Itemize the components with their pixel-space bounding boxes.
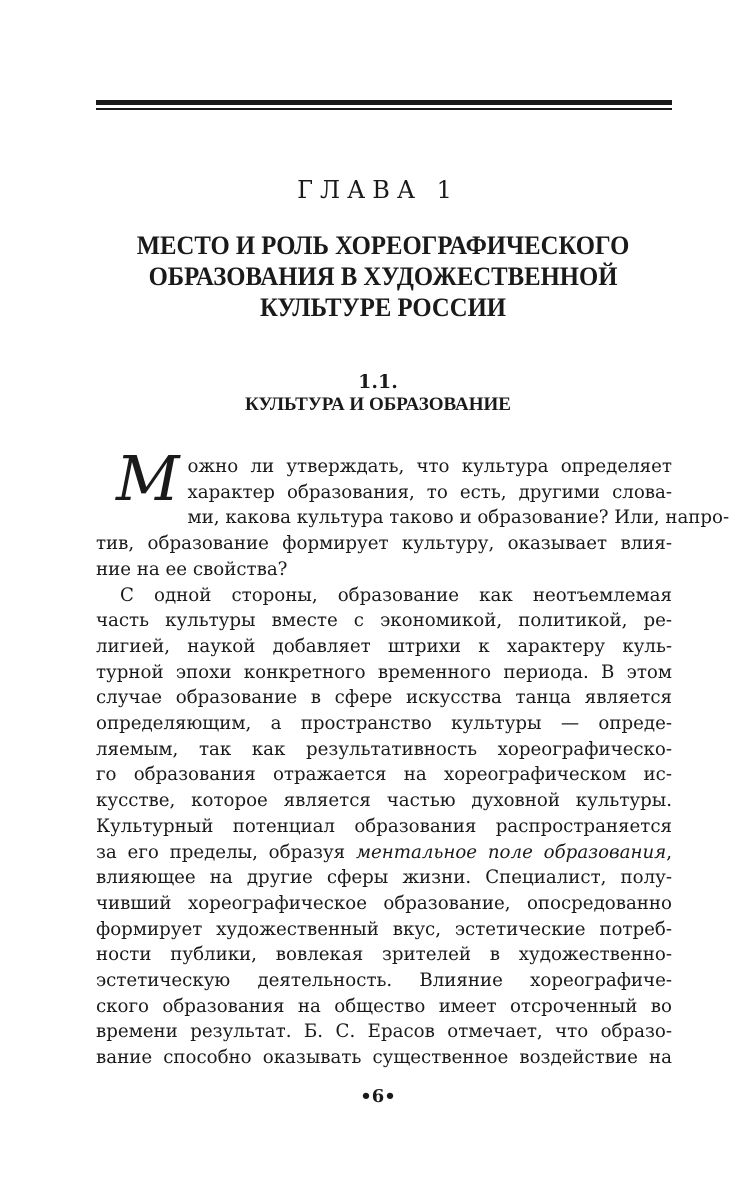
text-line: ми, какова культура таково и образование? Или, напро- [187, 507, 730, 529]
text-line: турной эпохи конкретного временного периода. В этом [96, 661, 672, 683]
drop-cap: М [116, 442, 180, 515]
text-line: формирует художественный вкус, эстетические потреб- [96, 918, 672, 940]
text-line: С одной стороны, образование как неотъемлемая [120, 584, 672, 606]
paragraph-1 [96, 442, 730, 583]
text-line: влияющее на другие сферы жизни. Специалист, полу- [96, 867, 672, 889]
paragraph-2 [96, 583, 672, 1071]
chapter-title-line: ОБРАЗОВАНИЯ В ХУДОЖЕСТВЕННОЙ [148, 262, 618, 291]
text-line: вание способно оказывать существенное воздействие на [96, 1047, 672, 1069]
text-line: ности публики, вовлекая зрителей в художественно- [96, 944, 672, 966]
text-line: времени результат. Б. С. Ерасов отмечает, что образо- [96, 1021, 672, 1043]
text-line: ние на ее свойства? [96, 558, 288, 580]
header-rule-thin [96, 108, 672, 110]
text-line: эстетическую деятельность. Влияние хореографиче- [96, 970, 672, 992]
text-line: часть культуры вместе с экономикой, политикой, ре- [96, 610, 672, 632]
text-line: Культурный потенциал образования распространяется [96, 815, 672, 837]
chapter-title-line: КУЛЬТУРЕ РОССИИ [259, 293, 507, 322]
text-line: характер образования, то есть, другими слова- [187, 481, 672, 503]
text-fragment: , [666, 841, 672, 863]
body-text [96, 442, 730, 1071]
chapter-title [105, 230, 662, 323]
text-fragment: за его пределы, образуя [96, 841, 356, 863]
text-line-with-emphasis [96, 840, 672, 866]
chapter-title-line: МЕСТО И РОЛЬ ХОРЕОГРАФИЧЕСКОГО [136, 231, 630, 260]
text-line: тив, образование формирует культуру, оказывает влия- [96, 533, 672, 555]
text-line: кусстве, которое является частью духовной культуры. [96, 790, 672, 812]
section-title: КУЛЬТУРА И ОБРАЗОВАНИЕ [245, 394, 511, 415]
text-line: случае образование в сфере искусства танца является [96, 687, 672, 709]
text-line: лигией, наукой добавляет штрихи к характеру куль- [96, 635, 672, 657]
emphasized-term: ментальное поле образования [355, 841, 667, 863]
text-line: определяющим, а пространство культуры — опреде- [96, 713, 672, 735]
text-line: чивший хореографическое образование, опосредованно [96, 892, 672, 914]
text-line: ляемым, так как результативность хореографическо- [96, 738, 672, 760]
text-line: ского образования на общество имеет отсроченный во [96, 995, 672, 1017]
header-rule-thick [96, 100, 672, 105]
page-number: •6• [360, 1086, 396, 1107]
section-number: 1.1. [358, 371, 398, 393]
text-line: го образования отражается на хореографическом ис- [96, 764, 672, 786]
text-line: ожно ли утверждать, что культура определяет [187, 456, 672, 477]
chapter-label: ГЛАВА 1 [297, 176, 459, 204]
